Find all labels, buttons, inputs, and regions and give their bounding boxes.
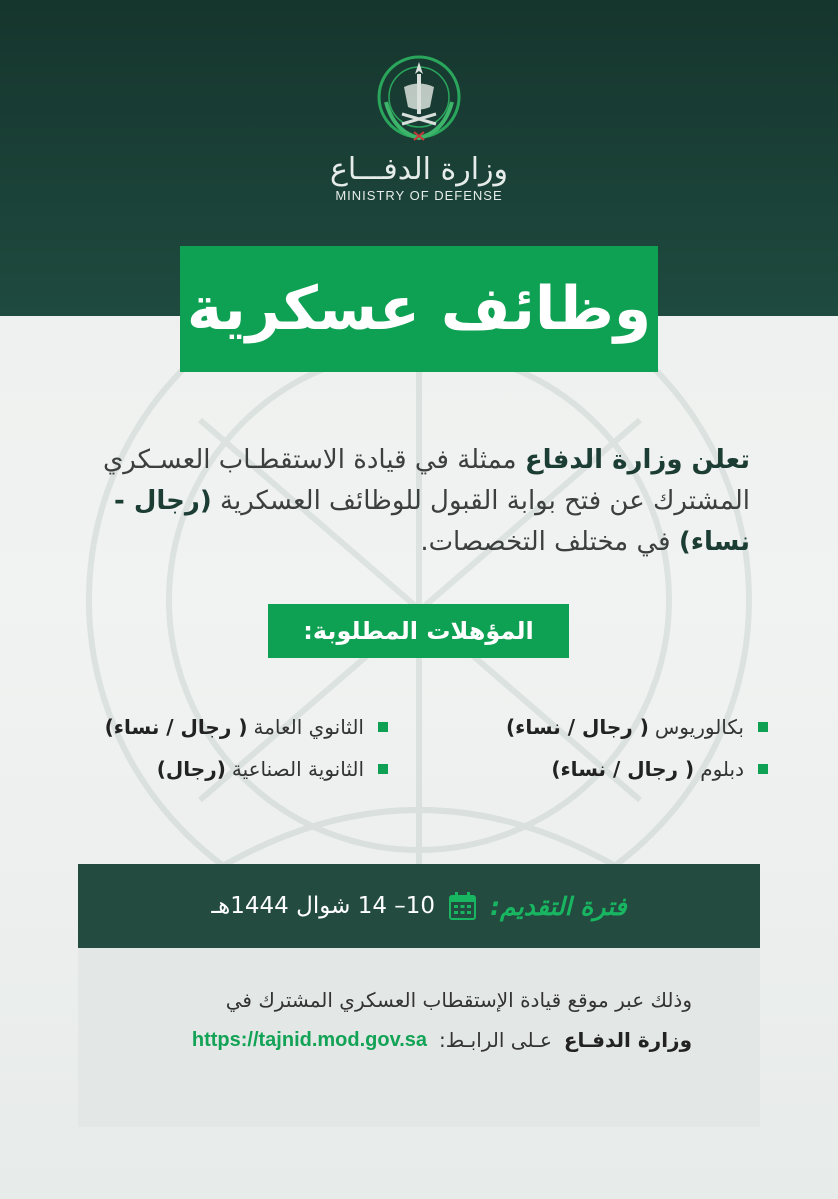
list-item	[506, 748, 768, 790]
qualification-label: الثانوي العامة	[253, 715, 364, 739]
info-ministry: وزارة الدفـاع	[563, 1028, 692, 1052]
info-link-label: عـلى الرابـط:	[439, 1028, 552, 1052]
qualification-detail: ( رجال / نساء)	[551, 757, 695, 781]
qualification-label: دبلوم	[700, 757, 744, 781]
qualification-label: الثانوية الصناعية	[231, 757, 364, 781]
application-period-bar	[78, 864, 760, 948]
qualification-detail: ( رجال / نساء)	[506, 715, 649, 739]
website-link[interactable]: https://tajnid.mod.gov.sa	[191, 1028, 428, 1051]
qualification-label: بكالوريوس	[654, 715, 744, 739]
qualifications-right-column	[506, 706, 768, 790]
period-value: 10– 14 شوال 1444هـ	[211, 893, 436, 919]
list-item	[506, 706, 768, 748]
bullet-square-icon	[378, 764, 388, 774]
list-item	[105, 706, 388, 748]
ministry-name-english: MINISTRY OF DEFENSE	[335, 188, 503, 203]
info-text: وذلك عبر موقع قيادة الإستقطاب العسكري المشترك في	[225, 988, 692, 1012]
ministry-name-arabic: وزارة الدفـــاع	[329, 152, 509, 187]
bullet-square-icon	[758, 722, 768, 732]
announcement-bold-end: (رجال - نساء)	[114, 486, 750, 557]
calendar-icon	[449, 892, 476, 920]
bullet-square-icon	[378, 722, 388, 732]
qualifications-left-column	[105, 706, 388, 790]
announcement-middle: ممثلة في قيادة الاستقطـاب العسـكري المشترك عن فتح بوابة القبول للوظائف العسكرية	[102, 445, 750, 516]
list-item	[105, 748, 388, 790]
period-label: فترة التقديم:	[490, 891, 627, 921]
qualification-detail: ( رجال / نساء)	[104, 715, 248, 739]
info-link-line	[192, 1028, 692, 1052]
qualification-detail: (رجال)	[156, 757, 226, 781]
ministry-emblem-icon	[374, 52, 464, 146]
bullet-square-icon	[758, 764, 768, 774]
qualifications-heading: المؤهلات المطلوبة:	[268, 604, 569, 658]
info-box	[78, 948, 760, 1127]
announcement-bold-start: تعلن وزارة الدفاع	[524, 445, 750, 475]
announcement-text	[92, 440, 750, 563]
announcement-end: في مختلف التخصصات.	[420, 527, 679, 557]
page-title: وظائف عسكرية	[180, 246, 658, 372]
